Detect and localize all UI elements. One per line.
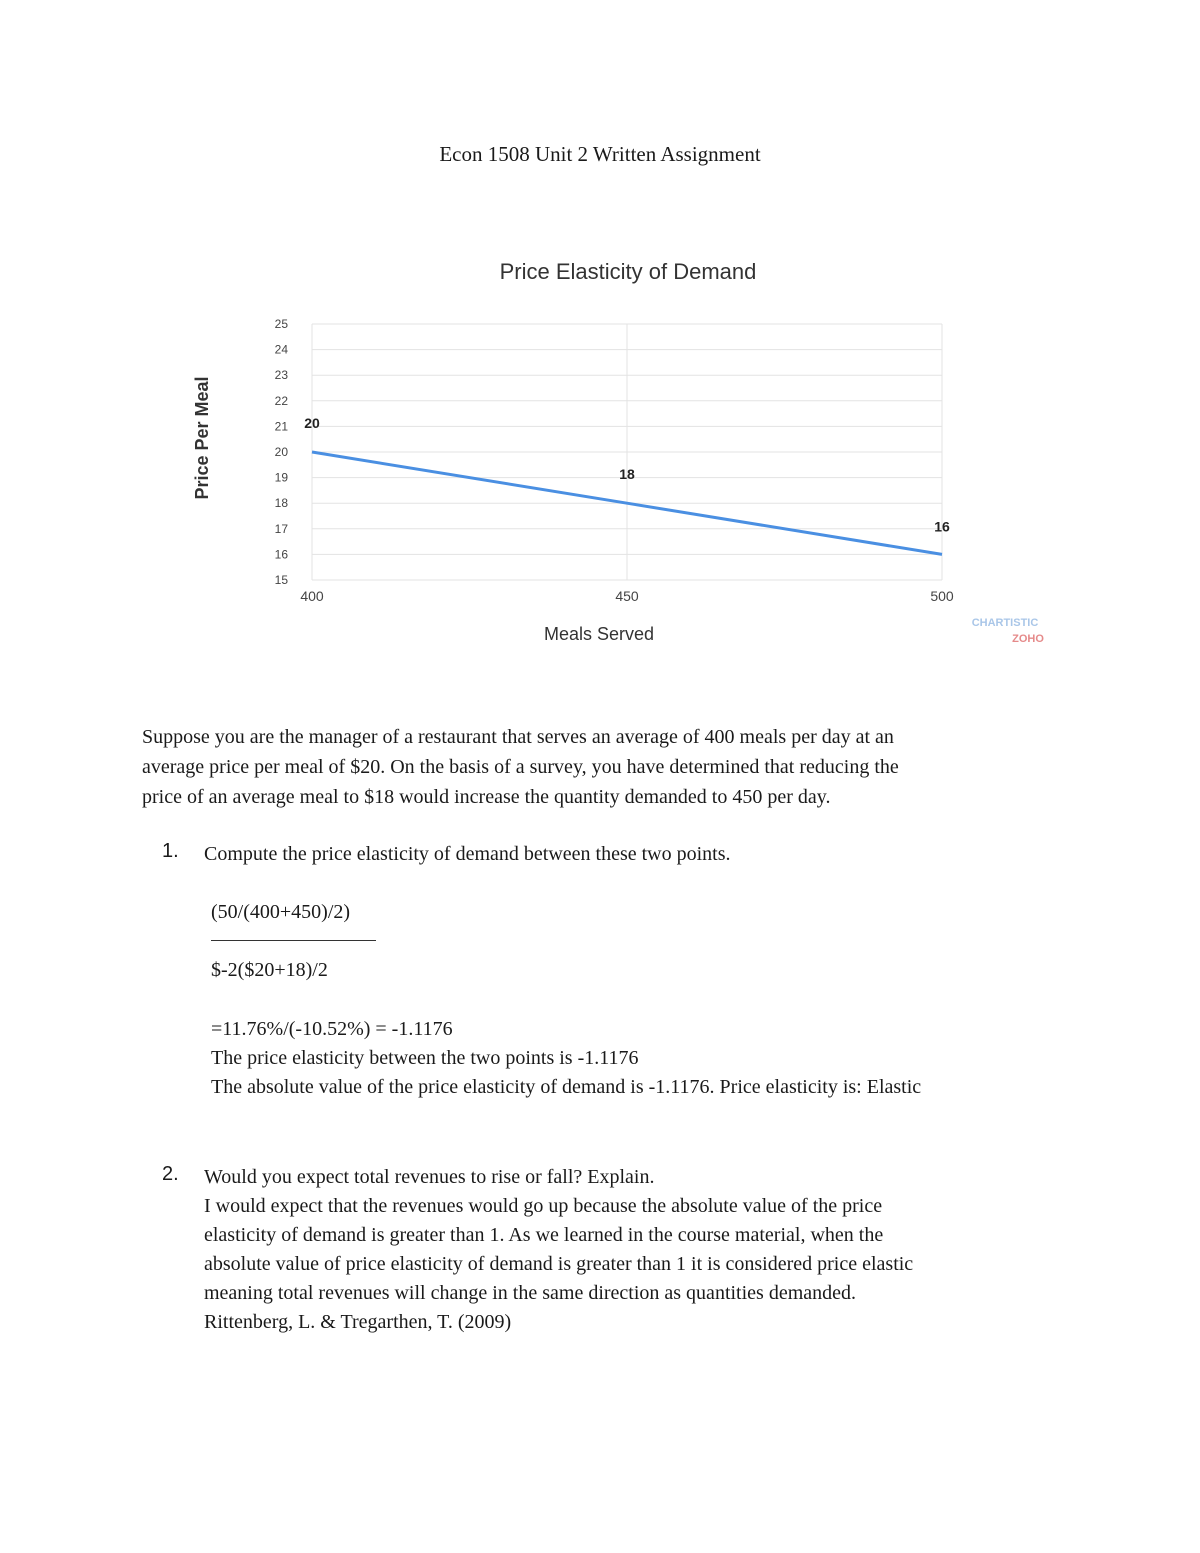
answer-line: I would expect that the revenues would go up because the absolute value of the price [204, 1195, 883, 1217]
y-tick-label: 19 [274, 470, 288, 485]
fraction-rule [211, 940, 376, 941]
fraction-denominator: $-2($20+18)/2 [211, 959, 328, 981]
y-tick-label: 25 [274, 317, 288, 331]
y-tick-label: 18 [274, 496, 288, 511]
chart-title: Price Elasticity of Demand [499, 259, 757, 284]
question-1-text: Compute the price elasticity of demand between these two points. [204, 843, 731, 865]
intro-line: average price per meal of $20. On the basis of a survey, you have determined that reducing the [142, 756, 899, 778]
answer-line: absolute value of price elasticity of demand is greater than 1 it is considered price elastic [204, 1253, 914, 1275]
watermark-chartistic: CHARTISTIC [971, 617, 1039, 629]
y-tick-label: 17 [274, 521, 288, 536]
x-tick-label: 500 [930, 588, 954, 604]
y-tick-label: 24 [274, 342, 288, 357]
question-2-text: Would you expect total revenues to rise or fall? Explain. [204, 1166, 655, 1188]
x-axis-label: Meals Served [543, 624, 655, 644]
answer-line: elasticity of demand is greater than 1. As we learned in the course material, when the [204, 1224, 884, 1246]
elasticity-result: =11.76%/(-10.52%) = -1.1176 [211, 1018, 453, 1040]
x-tick-label: 400 [300, 588, 324, 604]
question-1-number: 1. [162, 840, 179, 862]
demand-chart [170, 245, 1070, 665]
answer-line: meaning total revenues will change in the same direction as quantities demanded. [204, 1282, 857, 1304]
y-tick-label: 15 [274, 573, 288, 587]
question-2-number: 2. [162, 1163, 179, 1185]
data-label: 20 [304, 415, 320, 431]
y-tick-label: 22 [274, 393, 288, 408]
x-axis-ticks [300, 588, 954, 604]
data-label: 16 [934, 518, 950, 535]
y-axis-label: Price Per Meal [192, 376, 212, 500]
citation: Rittenberg, L. & Tregarthen, T. (2009) [204, 1311, 512, 1333]
problem-statement [142, 722, 1062, 812]
data-label: 18 [619, 466, 635, 483]
document-title: Econ 1508 Unit 2 Written Assignment [439, 142, 761, 166]
y-axis-ticks [275, 317, 289, 587]
elasticity-statement: The price elasticity between the two points is -1.1176 [211, 1047, 639, 1069]
watermark-zoho: ZOHO [1012, 633, 1044, 645]
y-tick-label: 20 [274, 445, 288, 459]
intro-line: price of an average meal to $18 would increase the quantity demanded to 450 per day. [142, 786, 831, 808]
y-tick-label: 21 [274, 419, 288, 434]
question-2-answer [204, 1192, 1064, 1337]
fraction-numerator: (50/(400+450)/2) [211, 901, 351, 923]
elasticity-conclusion: The absolute value of the price elasticity of demand is -1.1176. Price elasticity is: Elastic [211, 1076, 922, 1098]
y-tick-label: 16 [274, 547, 288, 562]
chart-grid [312, 324, 942, 580]
y-tick-label: 23 [274, 368, 288, 383]
x-tick-label: 450 [615, 588, 639, 604]
intro-line: Suppose you are the manager of a restaurant that serves an average of 400 meals per day at an [142, 726, 894, 748]
